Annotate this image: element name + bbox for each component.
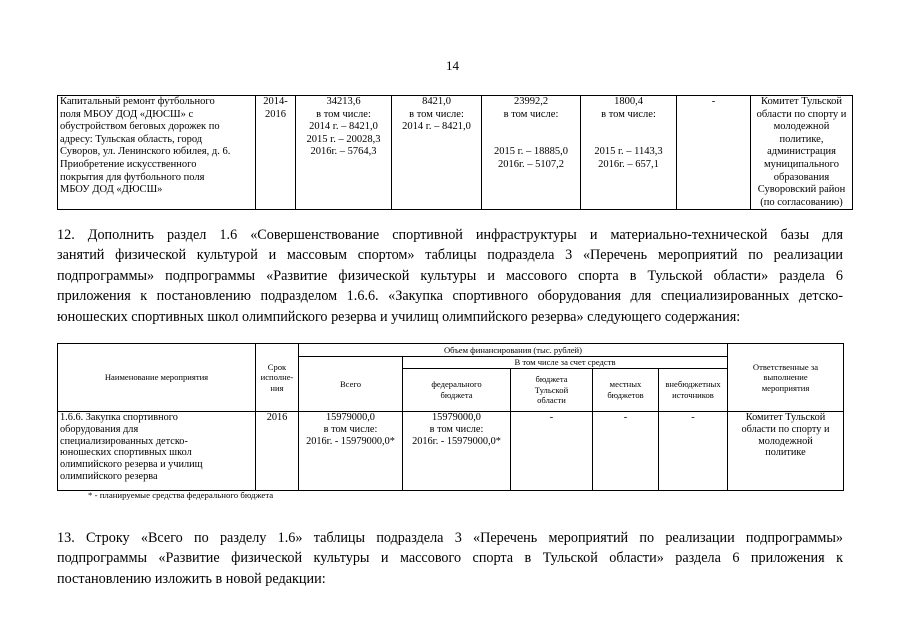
text-line: области — [537, 395, 566, 406]
text-line: источников — [672, 390, 714, 400]
text-line: 2014 г. – 8421,0 — [309, 121, 378, 133]
header-funding: Объем финансирования (тыс. рублей) — [299, 344, 728, 357]
page-number: 14 — [446, 58, 459, 73]
text-line: МБОУ ДОД «ДЮСШ» — [60, 184, 163, 196]
text-line: исполне- — [260, 372, 294, 383]
responsible-cell — [728, 412, 844, 491]
extra-cell: - — [659, 412, 728, 491]
text-line: (по согласованию) — [760, 196, 843, 208]
header-name: Наименование мероприятия — [58, 344, 256, 412]
federal-cell — [403, 412, 511, 491]
text-line: области по спорту и — [741, 423, 830, 435]
text-line: 2016г. - 15979000,0* — [412, 435, 501, 447]
text-line: 2015 г. – 20028,3 — [306, 133, 381, 145]
total-cell — [296, 96, 392, 210]
text-line: 2015 г. – 1143,3 — [594, 146, 663, 158]
text-line: 2015 г. – 18885,0 — [494, 146, 568, 158]
text-line: бюджета — [535, 374, 568, 385]
text-line: в том числе: — [429, 423, 484, 435]
text-line: оборудования для — [60, 423, 139, 435]
paragraph-12 — [57, 225, 843, 327]
text-line: администрация — [767, 146, 836, 158]
text-line: 8421,0 — [422, 96, 451, 107]
text-line: 13. Строку «Всего по разделу 1.6» таблицы подраздела 3 «Перечень мероприятий по реализации подпрограммы» — [57, 530, 843, 546]
text-line: Комитет Тульской — [760, 96, 843, 107]
header-responsible — [728, 344, 844, 412]
new-subsection-table — [57, 343, 844, 491]
text-line: адресу: Тульская область, город — [60, 133, 203, 145]
text-line: поля МБОУ ДОД «ДЮСШ» с — [60, 108, 194, 120]
paragraph-13 — [57, 528, 843, 589]
text-line: 2016 — [265, 108, 286, 120]
text-line: Ответственные за — [752, 361, 819, 372]
text-line: покрытия для футбольного поля — [60, 171, 205, 183]
total-cell — [299, 412, 403, 491]
text-line: подпрограммы» подпрограммы «Развитие физической культуры и массового спорта в Тульской области» раздела 6 — [57, 267, 843, 284]
text-line: федерального — [431, 379, 482, 390]
header-incl: В том числе за счет средств — [403, 357, 728, 369]
header-local — [593, 369, 659, 412]
text-line: ния — [270, 382, 284, 393]
table-header-row — [58, 344, 844, 357]
text-line: 34213,6 — [326, 96, 361, 107]
text-line: Срок — [267, 361, 287, 372]
text-line: молодежной политике, — [773, 121, 830, 145]
text-line: молодежной — [758, 435, 813, 447]
table-row — [58, 412, 844, 491]
text-line: бюджетов — [607, 390, 644, 400]
text-line: местных — [609, 379, 642, 390]
header-federal — [403, 369, 511, 412]
text-line: Тульской — [534, 384, 569, 395]
header-total: Всего — [299, 357, 403, 412]
text-line: постановлению изложить в новой редакции: — [57, 570, 326, 587]
text-line: Суворовский район — [757, 184, 846, 196]
text-line: в том числе: — [503, 108, 559, 120]
text-line: 2016г. – 5107,2 — [497, 158, 565, 170]
text-line: области по спорту и — [756, 108, 847, 120]
text-line: 12. Дополнить раздел 1.6 «Совершенствование спортивной инфраструктуры и материально-технической базы для — [57, 227, 843, 243]
text-line: 1.6.6. Закупка спортивного — [60, 412, 178, 423]
text-line: олимпийского резерва и училищ — [60, 459, 203, 471]
text-line: юношеских спортивных школ — [60, 447, 192, 459]
text-line: 2014- — [263, 96, 288, 107]
header-regional — [511, 369, 593, 412]
text-line: приложения к постановлению подразделом 1.6.6. «Закупка спортивного оборудования для специализированных детско- — [57, 288, 843, 305]
text-line: 23992,2 — [513, 96, 549, 107]
text-line: в том числе: — [409, 108, 464, 120]
continued-table — [57, 95, 853, 210]
footnote: * - планируемые средства федерального бюджета — [88, 490, 274, 500]
text-line: в том числе: — [316, 108, 371, 120]
text-line: Капитальный ремонт футбольного — [60, 96, 215, 107]
text-line: олимпийского резерва — [60, 470, 158, 482]
text-line — [484, 121, 578, 134]
text-line: бюджета — [440, 390, 473, 400]
term-cell — [256, 96, 296, 210]
event-name-cell — [58, 96, 256, 210]
text-line — [484, 134, 578, 147]
text-line: 1800,4 — [614, 96, 643, 107]
header-term — [256, 344, 299, 412]
text-line: 15979000,0 — [432, 412, 481, 423]
text-line: образования — [773, 171, 830, 183]
text-line: политике — [765, 447, 806, 459]
text-line: мероприятия — [761, 382, 810, 393]
regional-cell — [482, 96, 581, 210]
header-extra — [659, 369, 728, 412]
federal-cell — [392, 96, 482, 210]
extra-cell: - — [677, 96, 751, 210]
text-line: 15979000,0 — [326, 412, 375, 423]
text-line — [583, 134, 674, 147]
text-line: в том числе: — [601, 108, 656, 120]
text-line: занятий физической культурой и массовым спортом» таблицы подраздела 3 «Перечень мероприятий по реализации — [57, 247, 843, 264]
text-line: Комитет Тульской — [745, 412, 826, 423]
regional-cell: - — [511, 412, 593, 491]
text-line: 2014 г. – 8421,0 — [402, 121, 471, 133]
text-line: обустройством беговых дорожек по — [60, 121, 220, 133]
text-line: 2016г. – 657,1 — [598, 158, 659, 170]
term-cell: 2016 — [256, 412, 299, 491]
local-cell — [581, 96, 677, 210]
text-line: юношеских спортивных школ олимпийского резерва и училищ олимпийского резерва» следующего содержания: — [57, 308, 741, 325]
text-line: специализированных детско- — [60, 435, 188, 447]
text-line: выполнение — [763, 372, 808, 383]
event-name-cell — [58, 412, 256, 491]
responsible-cell — [751, 96, 853, 210]
text-line: подпрограммы «Развитие физической культуры и массового спорта в Тульской области» раздела 6 приложения к — [57, 550, 843, 567]
text-line: муниципального — [764, 158, 839, 170]
text-line: 2016г. – 5764,3 — [310, 146, 377, 158]
text-line: внебюджетных — [665, 379, 721, 390]
local-cell: - — [593, 412, 659, 491]
text-line: в том числе: — [323, 423, 378, 435]
table-row — [58, 96, 853, 210]
text-line: Суворов, ул. Ленинского юбилея, д. 6. — [60, 146, 231, 158]
text-line: 2016г. - 15979000,0* — [306, 435, 395, 447]
text-line — [583, 121, 674, 134]
text-line: Приобретение искусственного — [60, 158, 197, 170]
